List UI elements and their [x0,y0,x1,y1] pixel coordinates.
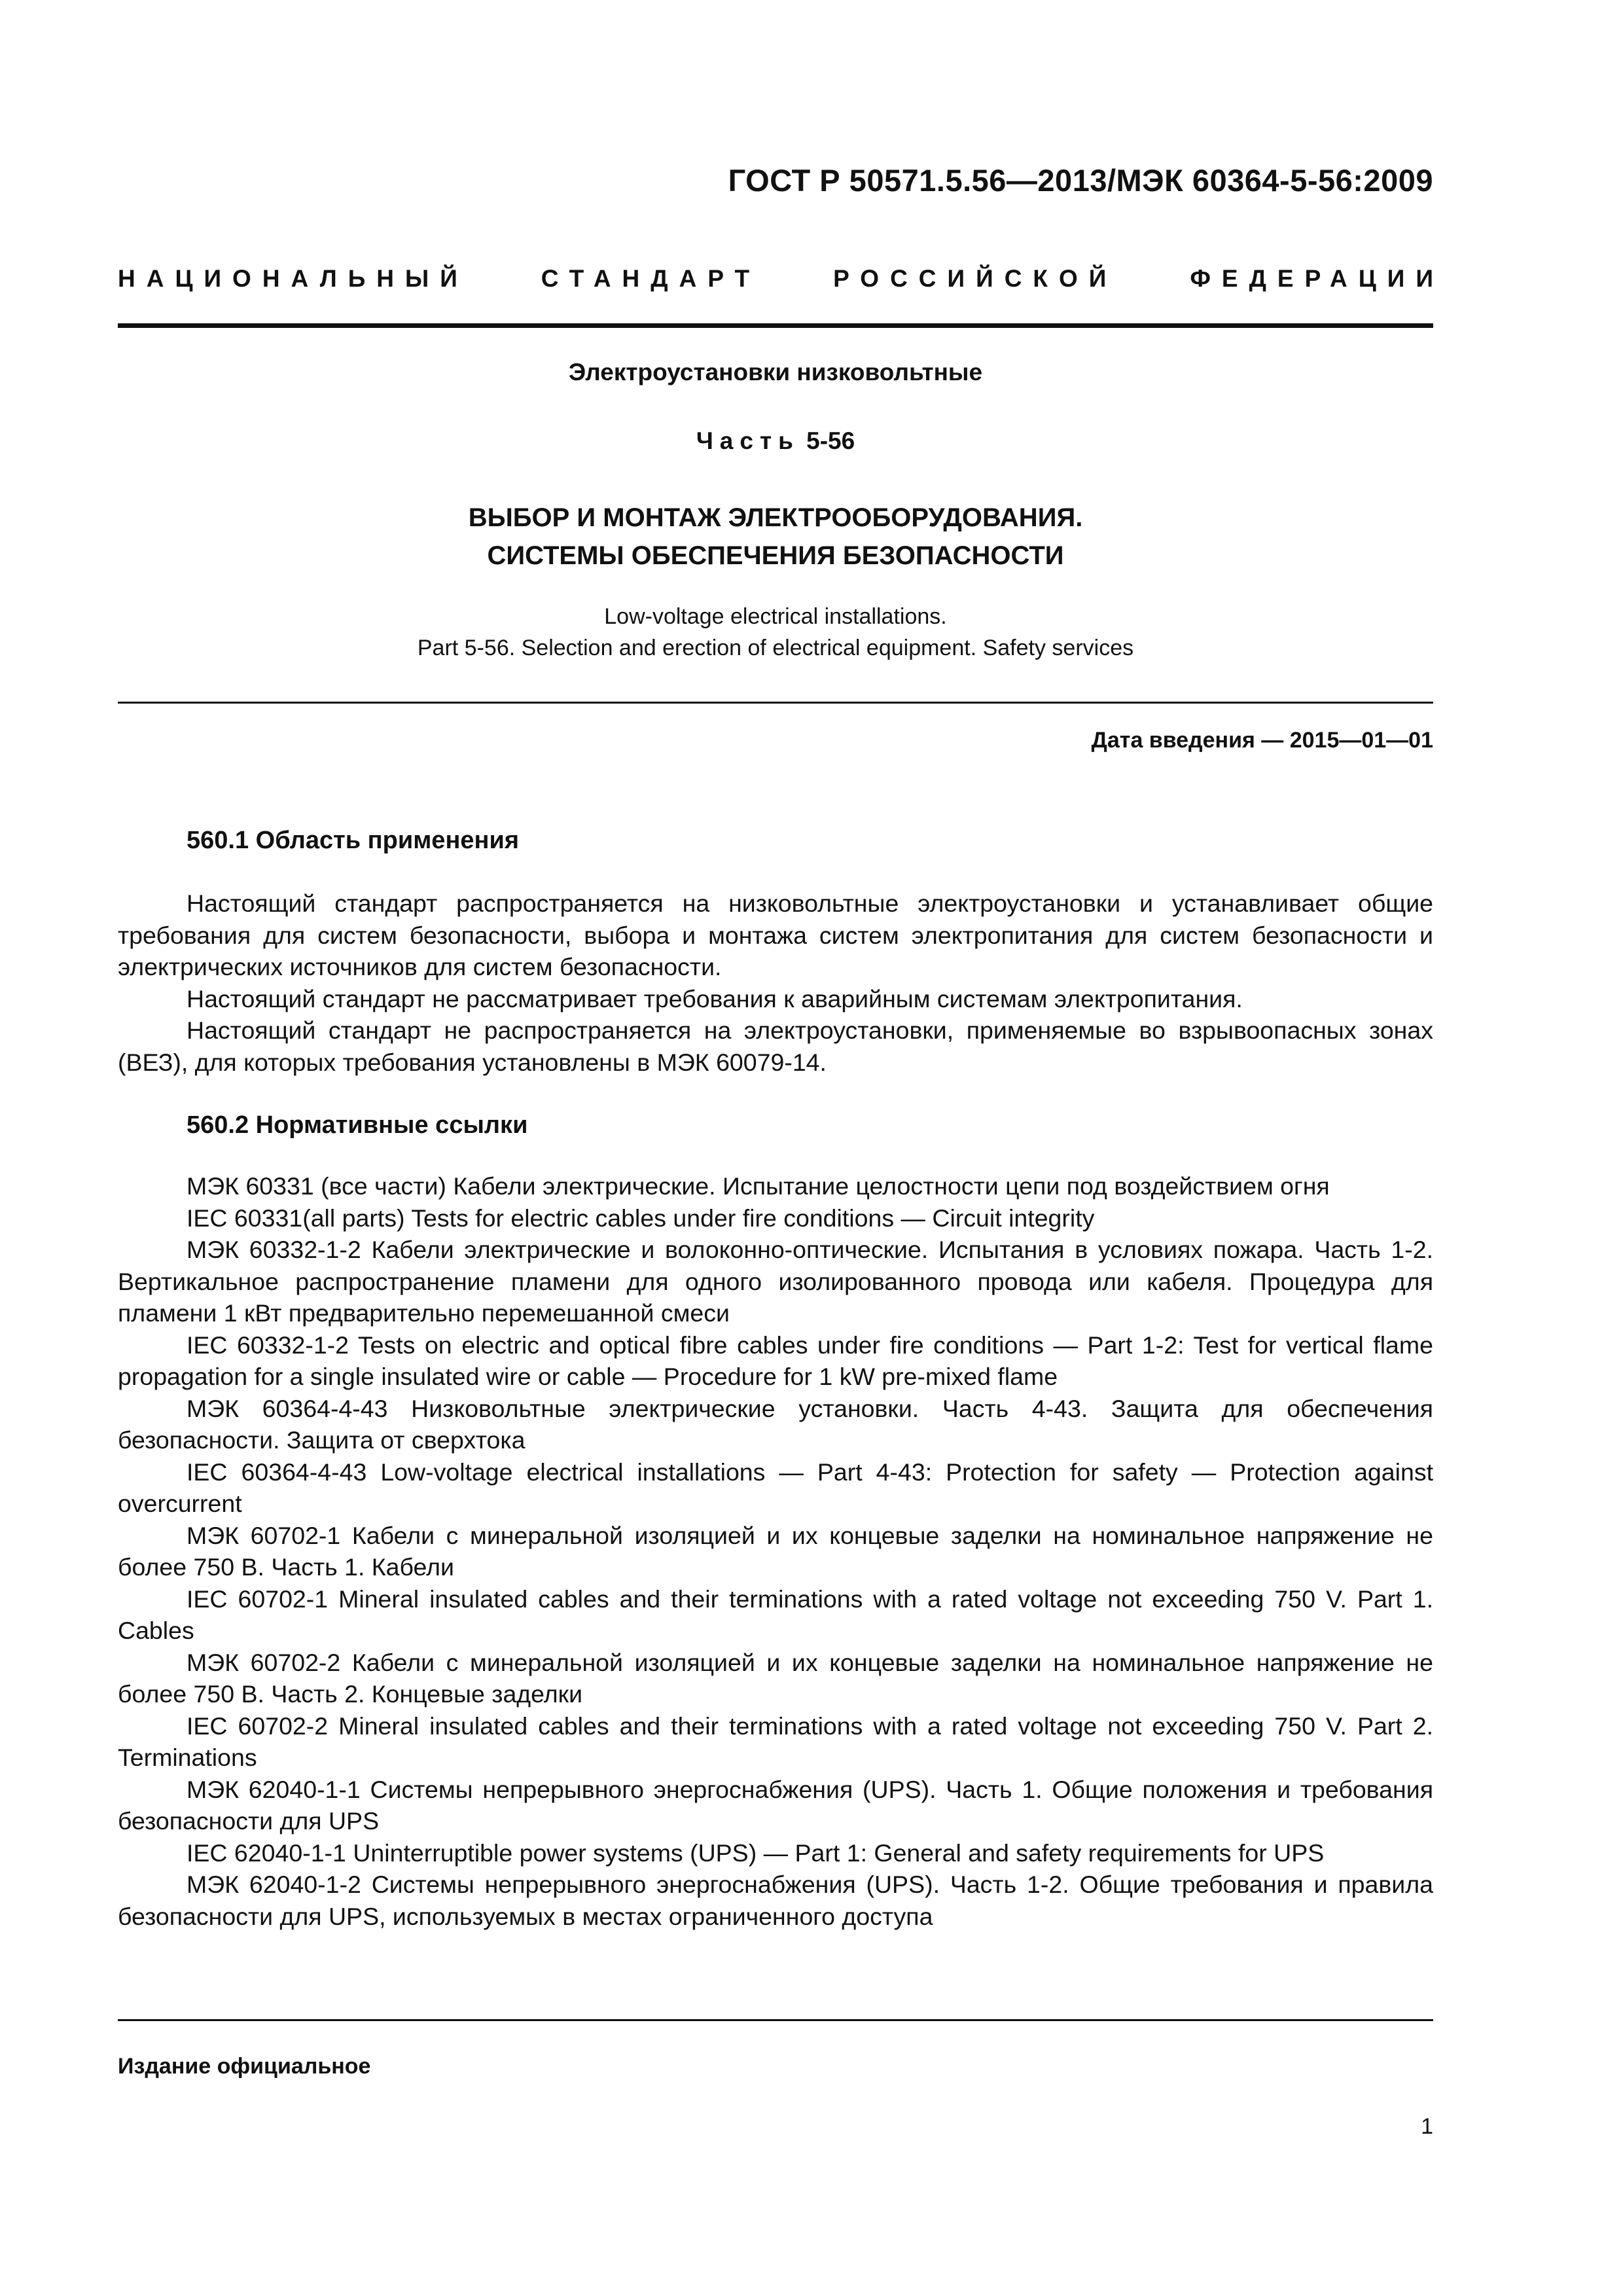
english-title [118,601,1433,664]
banner-word-standard: СТАНДАРТ [541,265,761,292]
introduction-date: Дата введения — 2015—01—01 [1091,728,1433,753]
reference-item: IEC 60332-1-2 Tests on electric and optical fibre cables under fire conditions — Part 1-2: Test for vertical flame propagation for a single insulated wire or cable — Procedure for 1 kW pre-mixed flame [118,1331,1433,1390]
english-title-line-2: Part 5-56. Selection and erection of electrical equipment. Safety services [417,636,1134,660]
reference-item: МЭК 60332-1-2 Кабели электрические и волоконно-оптические. Испытания в условиях пожара. Часть 1-2. Вертикальное распространение пламени для одного изолированного провода или кабеля. Процедура для пламени 1 кВт предварительно перемешанной смеси [118,1236,1433,1327]
reference-item: МЭК 60331 (все части) Кабели электрические. Испытание целостности цепи под воздействием огня [187,1172,1330,1200]
banner-word-russian: РОССИЙСКОЙ [833,265,1118,292]
main-title-line-1: ВЫБОР И МОНТАЖ ЭЛЕКТРООБОРУДОВАНИЯ. [468,503,1083,532]
english-title-line-1: Low-voltage electrical installations. [604,604,947,629]
document-page [118,0,1444,2296]
part-number: 5-56 [806,427,855,454]
main-title [118,499,1433,575]
official-edition-label: Издание официальное [118,2054,371,2079]
banner-word-national: НАЦИОНАЛЬНЫЙ [118,265,469,292]
reference-item: МЭК 60702-2 Кабели с минеральной изоляцией и их концевые заделки на номинальное напряжение не более 750 В. Часть 2. Концевые заделки [118,1648,1433,1708]
section-heading-scope: 560.1 Область применения [187,827,520,854]
footer-rule [118,2019,1433,2021]
part-word: Часть [696,427,800,454]
main-title-line-2: СИСТЕМЫ ОБЕСПЕЧЕНИЯ БЕЗОПАСНОСТИ [487,541,1064,570]
reference-item: МЭК 62040-1-1 Системы непрерывного энергоснабжения (UPS). Часть 1. Общие положения и требования безопасности для UPS [118,1775,1433,1835]
reference-item: IEC 62040-1-1 Uninterruptible power systems (UPS) — Part 1: General and safety requirements for UPS [187,1839,1325,1867]
paragraph: Настоящий стандарт распространяется на низковольтные электроустановки и устанавливает общие требования для систем безопасности, выбора и монтажа систем электропитания для систем безопасности и электрических источников для систем безопасности. [118,889,1433,980]
reference-item: МЭК 62040-1-2 Системы непрерывного энергоснабжения (UPS). Часть 1-2. Общие требования и правила безопасности для UPS, используемых в местах ограниченного доступа [118,1871,1433,1930]
paragraph: Настоящий стандарт не распространяется на электроустановки, применяемые во взрывоопасных зонах (ВЕЗ), для которых требования установлены в МЭК 60079-14. [118,1016,1433,1076]
document-subtitle: Электроустановки низковольтные [568,359,983,386]
page-number: 1 [1421,2114,1433,2139]
reference-item: IEC 60364-4-43 Low-voltage electrical installations — Part 4-43: Protection for safety — Protection against overcurrent [118,1458,1433,1517]
part-label [118,427,1433,455]
reference-item: IEC 60331(all parts) Tests for electric cables under fire conditions — Circuit integrity [187,1204,1095,1232]
banner-word-federation: ФЕДЕРАЦИИ [1190,265,1444,292]
gost-code: ГОСТ Р 50571.5.56—2013/МЭК 60364-5-56:2009 [728,163,1433,198]
reference-item: IEC 60702-1 Mineral insulated cables and their terminations with a rated voltage not exceeding 750 V. Part 1. Cables [118,1585,1433,1644]
title-rule [118,702,1433,704]
national-standard-banner [118,265,1444,293]
reference-item: МЭК 60702-1 Кабели с минеральной изоляцией и их концевые заделки на номинальное напряжение не более 750 В. Часть 1. Кабели [118,1521,1433,1581]
header-rule [118,323,1433,328]
section-body-scope [118,888,1433,1078]
paragraph: Настоящий стандарт не рассматривает требования к аварийным системам электропитания. [187,984,1243,1013]
section-heading-references: 560.2 Нормативные ссылки [187,1111,528,1139]
reference-item: IEC 60702-2 Mineral insulated cables and their terminations with a rated voltage not exceeding 750 V. Part 2. Terminations [118,1712,1433,1771]
section-body-references [118,1170,1433,1932]
reference-item: МЭК 60364-4-43 Низковольтные электрические установки. Часть 4-43. Защита для обеспечения безопасности. Защита от сверхтока [118,1394,1433,1454]
